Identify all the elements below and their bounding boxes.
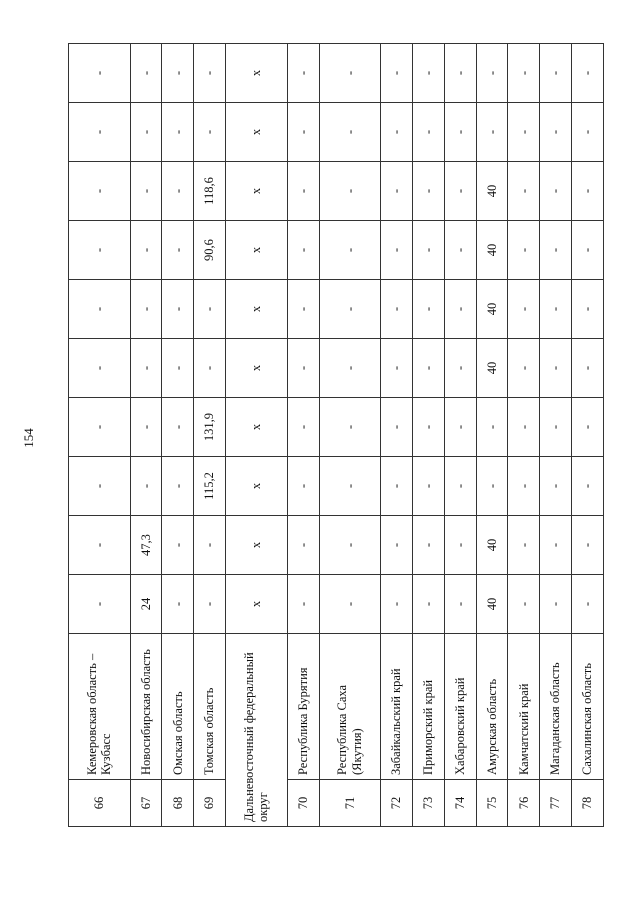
value-cell: -: [130, 280, 162, 339]
value-cell: -: [412, 103, 444, 162]
value-cell: 115,2: [194, 457, 226, 516]
value-cell: -: [162, 339, 194, 398]
value-cell: -: [412, 162, 444, 221]
value-cell: -: [287, 103, 319, 162]
value-cell: -: [412, 516, 444, 575]
value-cell: 40: [476, 516, 508, 575]
value-cell: -: [444, 575, 476, 634]
value-cell: 40: [476, 339, 508, 398]
value-cell: -: [194, 44, 226, 103]
value-cell: -: [287, 44, 319, 103]
value-cell: -: [319, 398, 381, 457]
value-cell: -: [572, 221, 604, 280]
value-cell: -: [319, 162, 381, 221]
value-cell: -: [572, 339, 604, 398]
value-cell: 40: [476, 221, 508, 280]
value-cell: -: [162, 457, 194, 516]
value-cell: -: [444, 162, 476, 221]
value-cell: -: [69, 457, 131, 516]
value-cell: -: [540, 280, 572, 339]
value-cell: 47,3: [130, 516, 162, 575]
value-cell: x: [226, 516, 288, 575]
row-number-cell: 76: [508, 780, 540, 827]
value-cell: 118,6: [194, 162, 226, 221]
value-cell: -: [69, 339, 131, 398]
value-cell: -: [508, 103, 540, 162]
value-cell: -: [540, 44, 572, 103]
value-cell: -: [69, 398, 131, 457]
table-row: [412, 44, 444, 827]
value-cell: -: [508, 44, 540, 103]
value-cell: -: [444, 457, 476, 516]
value-cell: x: [226, 575, 288, 634]
row-number-cell: 67: [130, 780, 162, 827]
value-cell: -: [444, 516, 476, 575]
value-cell: x: [226, 457, 288, 516]
region-name-cell: Омская область: [162, 634, 194, 780]
table-row: [381, 44, 413, 827]
value-cell: -: [572, 398, 604, 457]
value-cell: -: [412, 575, 444, 634]
row-number-cell: 66: [69, 780, 131, 827]
value-cell: -: [540, 398, 572, 457]
value-cell: -: [130, 339, 162, 398]
region-name-cell: Сахалинская область: [572, 634, 604, 780]
region-name-cell: Республика Бурятия: [287, 634, 319, 780]
table-row: [162, 44, 194, 827]
value-cell: -: [130, 398, 162, 457]
value-cell: -: [287, 398, 319, 457]
table-row: [572, 44, 604, 827]
table-container: [68, 44, 604, 827]
value-cell: -: [540, 457, 572, 516]
value-cell: -: [444, 280, 476, 339]
value-cell: -: [69, 280, 131, 339]
region-name-cell: Магаданская область: [540, 634, 572, 780]
value-cell: -: [540, 162, 572, 221]
row-number-cell: 68: [162, 780, 194, 827]
value-cell: 131,9: [194, 398, 226, 457]
value-cell: -: [412, 457, 444, 516]
row-number-cell: 72: [381, 780, 413, 827]
value-cell: -: [540, 339, 572, 398]
value-cell: -: [412, 280, 444, 339]
value-cell: -: [508, 339, 540, 398]
value-cell: -: [162, 44, 194, 103]
value-cell: -: [508, 516, 540, 575]
value-cell: -: [540, 516, 572, 575]
value-cell: -: [381, 280, 413, 339]
value-cell: -: [287, 162, 319, 221]
value-cell: x: [226, 339, 288, 398]
value-cell: 90,6: [194, 221, 226, 280]
value-cell: -: [162, 221, 194, 280]
value-cell: -: [476, 44, 508, 103]
value-cell: -: [69, 103, 131, 162]
value-cell: -: [287, 457, 319, 516]
region-name-cell: Забайкальский край: [381, 634, 413, 780]
row-number-cell: 78: [572, 780, 604, 827]
value-cell: -: [130, 162, 162, 221]
value-cell: -: [444, 339, 476, 398]
value-cell: -: [69, 44, 131, 103]
value-cell: -: [444, 221, 476, 280]
row-number-cell: 70: [287, 780, 319, 827]
value-cell: -: [381, 339, 413, 398]
value-cell: 24: [130, 575, 162, 634]
region-name-cell: Хабаровский край: [444, 634, 476, 780]
value-cell: -: [540, 103, 572, 162]
table-row: [444, 44, 476, 827]
table-row: [319, 44, 381, 827]
value-cell: x: [226, 103, 288, 162]
value-cell: -: [381, 103, 413, 162]
value-cell: -: [287, 516, 319, 575]
row-number-cell: 75: [476, 780, 508, 827]
value-cell: -: [444, 103, 476, 162]
row-number-cell: 74: [444, 780, 476, 827]
value-cell: -: [540, 221, 572, 280]
table-row: [540, 44, 572, 827]
value-cell: x: [226, 44, 288, 103]
table-row: [508, 44, 540, 827]
value-cell: -: [381, 44, 413, 103]
value-cell: -: [572, 575, 604, 634]
region-name-cell: Дальневосточный федеральный округ: [226, 634, 288, 827]
value-cell: -: [508, 221, 540, 280]
value-cell: -: [130, 44, 162, 103]
value-cell: -: [69, 575, 131, 634]
value-cell: -: [476, 398, 508, 457]
value-cell: -: [412, 44, 444, 103]
value-cell: -: [162, 162, 194, 221]
table-row: [69, 44, 131, 827]
value-cell: -: [162, 516, 194, 575]
value-cell: -: [287, 221, 319, 280]
value-cell: -: [572, 103, 604, 162]
region-name-cell: Новосибирская область: [130, 634, 162, 780]
value-cell: -: [319, 339, 381, 398]
value-cell: -: [412, 339, 444, 398]
value-cell: -: [572, 44, 604, 103]
data-table: [68, 43, 604, 827]
table-row: [226, 44, 288, 827]
page-number: 154: [21, 428, 36, 448]
row-number-cell: 71: [319, 780, 381, 827]
value-cell: x: [226, 221, 288, 280]
table-row: [287, 44, 319, 827]
value-cell: 40: [476, 575, 508, 634]
value-cell: -: [508, 398, 540, 457]
value-cell: -: [412, 221, 444, 280]
value-cell: -: [508, 575, 540, 634]
value-cell: -: [162, 103, 194, 162]
value-cell: -: [319, 516, 381, 575]
value-cell: -: [319, 103, 381, 162]
region-name-cell: Камчатский край: [508, 634, 540, 780]
value-cell: -: [540, 575, 572, 634]
row-number-cell: 73: [412, 780, 444, 827]
value-cell: -: [572, 516, 604, 575]
value-cell: -: [381, 457, 413, 516]
value-cell: -: [381, 516, 413, 575]
table-row: [476, 44, 508, 827]
value-cell: -: [162, 398, 194, 457]
value-cell: 40: [476, 280, 508, 339]
row-number-cell: 69: [194, 780, 226, 827]
value-cell: -: [130, 103, 162, 162]
value-cell: -: [476, 103, 508, 162]
value-cell: x: [226, 398, 288, 457]
value-cell: -: [319, 44, 381, 103]
value-cell: x: [226, 280, 288, 339]
value-cell: -: [412, 398, 444, 457]
value-cell: -: [508, 280, 540, 339]
value-cell: -: [194, 339, 226, 398]
value-cell: -: [194, 103, 226, 162]
value-cell: -: [162, 575, 194, 634]
value-cell: -: [194, 280, 226, 339]
value-cell: x: [226, 162, 288, 221]
value-cell: -: [194, 516, 226, 575]
value-cell: -: [287, 280, 319, 339]
value-cell: -: [130, 221, 162, 280]
value-cell: -: [194, 575, 226, 634]
region-name-cell: Приморский край: [412, 634, 444, 780]
value-cell: -: [162, 280, 194, 339]
value-cell: -: [476, 457, 508, 516]
value-cell: -: [287, 339, 319, 398]
value-cell: -: [130, 457, 162, 516]
table-row: [194, 44, 226, 827]
value-cell: -: [444, 44, 476, 103]
value-cell: -: [572, 162, 604, 221]
value-cell: -: [381, 221, 413, 280]
value-cell: -: [287, 575, 319, 634]
value-cell: -: [69, 516, 131, 575]
value-cell: -: [381, 575, 413, 634]
table-row: [130, 44, 162, 827]
value-cell: -: [508, 162, 540, 221]
value-cell: -: [319, 575, 381, 634]
value-cell: -: [69, 221, 131, 280]
region-name-cell: Томская область: [194, 634, 226, 780]
region-name-cell: Республика Саха (Якутия): [319, 634, 381, 780]
value-cell: -: [572, 280, 604, 339]
value-cell: 40: [476, 162, 508, 221]
value-cell: -: [572, 457, 604, 516]
region-name-cell: Амурская область: [476, 634, 508, 780]
value-cell: -: [69, 162, 131, 221]
value-cell: -: [381, 398, 413, 457]
value-cell: -: [381, 162, 413, 221]
value-cell: -: [444, 398, 476, 457]
value-cell: -: [319, 280, 381, 339]
value-cell: -: [508, 457, 540, 516]
value-cell: -: [319, 221, 381, 280]
value-cell: -: [319, 457, 381, 516]
row-number-cell: 77: [540, 780, 572, 827]
region-name-cell: Кемеровская область – Кузбасс: [69, 634, 131, 780]
